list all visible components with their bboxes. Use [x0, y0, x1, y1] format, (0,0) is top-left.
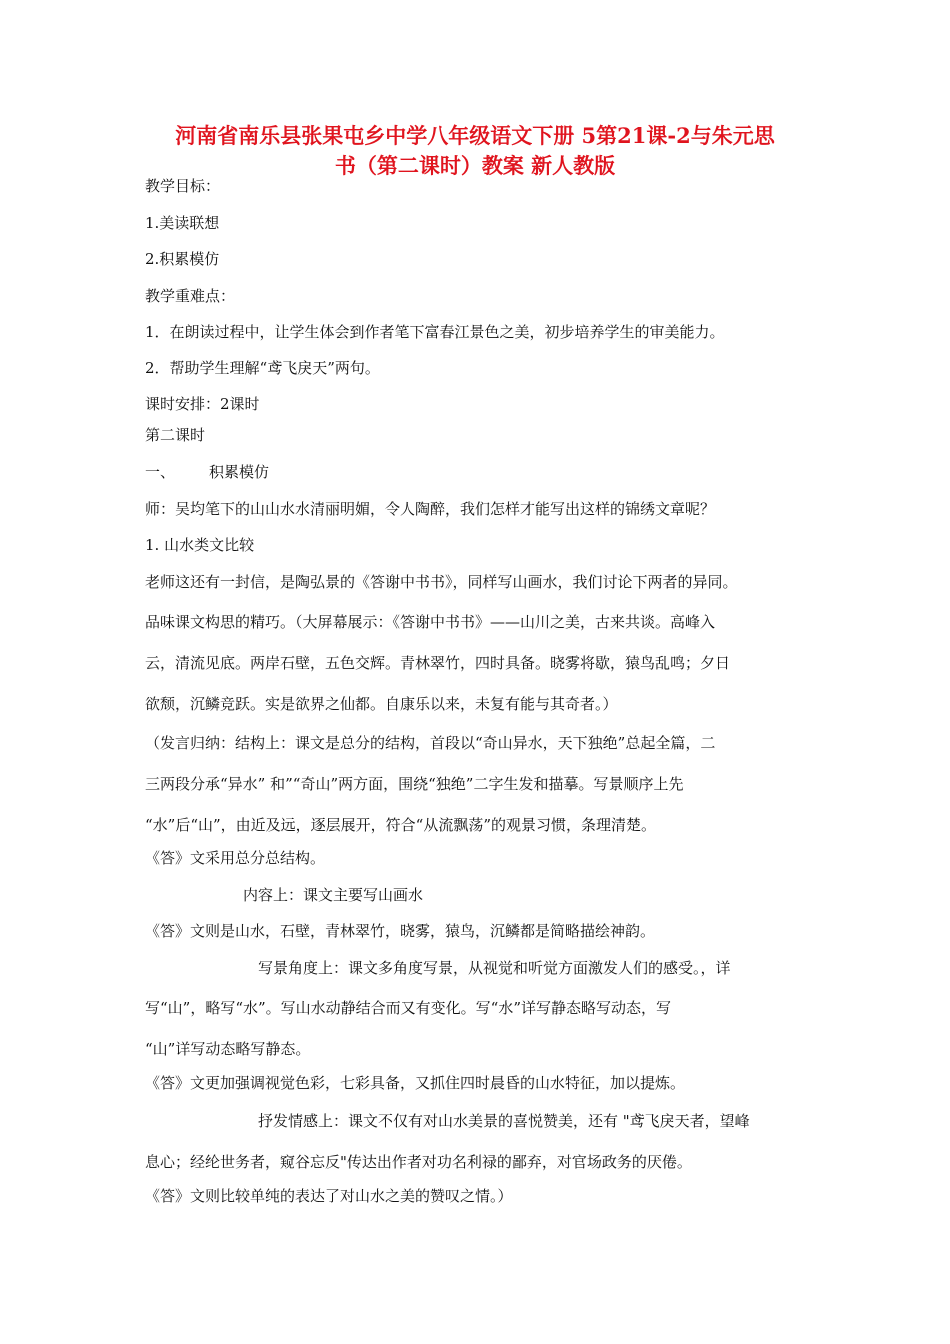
text-line: 老师这还有一封信，是陶弘景的《答谢中书书》，同样写山画水，我们讨论下两者的异同。 [145, 573, 738, 591]
text-line: 《答》文则是山水，石壁，青林翠竹，晓雾，猿鸟，沉鳞都是简略描绘神韵。 [145, 922, 656, 940]
text-line: 师：吴均笔下的山山水水清丽明媚，令人陶醉，我们怎样才能写出这样的锦绣文章呢？ [145, 500, 716, 518]
text-line: 写“山”，略写“水”。写山水动静结合而又有变化。写“水”详写静态略写动态，写 [145, 999, 672, 1017]
section-number: 一、 [145, 463, 176, 481]
text-line: 内容上：课文主要写山画水 [243, 886, 424, 904]
text-line: 1.美读联想 [145, 214, 220, 232]
title-line-1: 河南省南乐县张果屯乡中学八年级语文下册 5第21课-2与朱元思 [175, 123, 775, 148]
text-line: 1．在朗读过程中，让学生体会到作者笔下富春江景色之美，初步培养学生的审美能力。 [145, 323, 725, 341]
text-line: 三两段分承“异水” 和”“奇山”两方面，围绕“独绝”二字生发和描摹。写景顺序上先 [145, 775, 684, 793]
text-line: 教学目标： [145, 177, 221, 195]
text-line: （发言归纳：结构上：课文是总分的结构，首段以“奇山异水，天下独绝”总起全篇，二 [145, 734, 716, 752]
text-line: 《答》文更加强调视觉色彩，七彩具备，又抓住四时晨昏的山水特征，加以提炼。 [145, 1074, 686, 1092]
text-line: 《答》文采用总分总结构。 [145, 849, 326, 867]
text-line: 息心；经纶世务者，窥谷忘反"传达出作者对功名利禄的鄙弃，对官场政务的厌倦。 [145, 1153, 692, 1171]
text-line: 写景角度上：课文多角度写景，从视觉和听觉方面激发人们的感受。，详 [258, 959, 731, 977]
text-line: “水”后“山”，由近及远，逐层展开，符合“从流飘荡”的观景习惯，条理清楚。 [145, 816, 657, 834]
text-line: 品味课文构思的精巧。（大屏幕展示：《答谢中书书》——山川之美，古来共谈。高峰入 [145, 613, 716, 631]
document-title [110, 121, 840, 181]
text-line: 教学重难点： [145, 287, 236, 305]
text-line: 欲颓，沉鳞竞跃。实是欲界之仙都。自康乐以来，未复有能与其奇者。） [145, 695, 618, 713]
text-line: 2.积累模仿 [145, 250, 220, 268]
text-line: 第二课时 [145, 426, 206, 444]
text-line: 课时安排：2课时 [145, 395, 260, 413]
text-line: 2．帮助学生理解“鸢飞戾天”两句。 [145, 359, 380, 377]
section-heading [145, 462, 825, 482]
title-line-2: 书（第二课时）教案 新人教版 [334, 153, 616, 178]
text-line: 1. 山水类文比较 [145, 536, 255, 554]
section-title: 积累模仿 [209, 463, 270, 481]
text-line: 《答》文则比较单纯的表达了对山水之美的赞叹之情。） [145, 1187, 513, 1205]
text-line: 抒发情感上：课文不仅有对山水美景的喜悦赞美，还有 "鸢飞戾天者，望峰 [258, 1112, 750, 1130]
text-line: 云，清流见底。两岸石壁，五色交辉。青林翠竹，四时具备。晓雾将歇，猿鸟乱鸣；夕日 [145, 654, 731, 672]
text-line: “山”详写动态略写静态。 [145, 1040, 311, 1058]
